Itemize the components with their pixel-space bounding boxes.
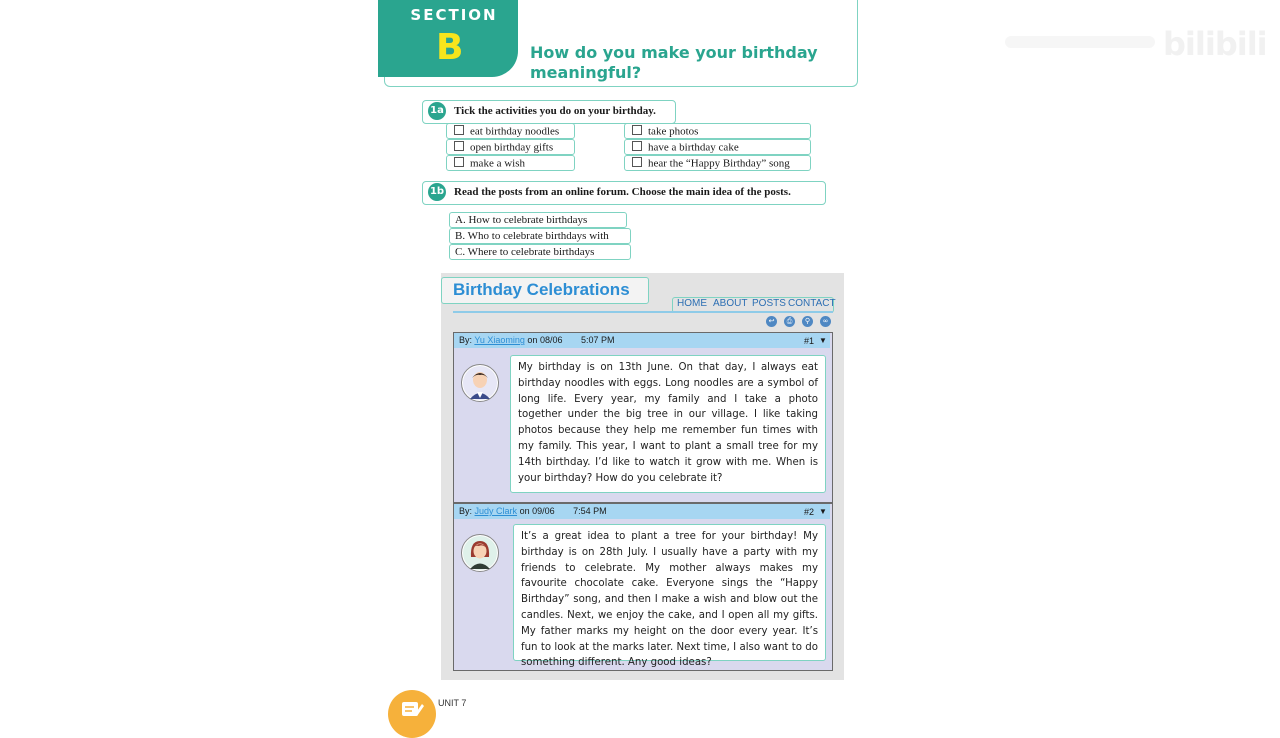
nav-posts[interactable]: POSTS bbox=[752, 298, 786, 309]
checkbox[interactable] bbox=[632, 125, 642, 135]
option-take-photos[interactable]: take photos bbox=[624, 123, 811, 139]
choice-b[interactable]: B. Who to celebrate birthdays with bbox=[449, 228, 631, 244]
post-1-time: 5:07 PM bbox=[581, 335, 615, 345]
task-1a-number: 1a bbox=[428, 102, 446, 120]
post-1-date: 08/06 bbox=[539, 335, 563, 345]
print-icon[interactable]: ⎙ bbox=[784, 316, 795, 327]
nav-contact[interactable]: CONTACT bbox=[788, 298, 836, 309]
link-icon[interactable]: ∞ bbox=[820, 316, 831, 327]
page-title: How do you make your birthday meaningful? bbox=[530, 43, 818, 82]
search-icon[interactable]: ⚲ bbox=[802, 316, 813, 327]
option-open-gifts[interactable]: open birthday gifts bbox=[446, 139, 575, 155]
checkbox[interactable] bbox=[454, 125, 464, 135]
checkbox[interactable] bbox=[632, 141, 642, 151]
post-2-number: #2 bbox=[804, 507, 815, 517]
section-letter: B bbox=[436, 27, 464, 68]
section-word: SECTION bbox=[410, 6, 498, 24]
post-2-body: It’s a great idea to plant a tree for your birthday! My birthday is on 28th July. I usually have a party with my friends to celebrate. My mother always makes my favourite chocolate cake. Everyone sings the “Happy Birthday” song, and then I make a wish and blow out the candles. Next, we enjoy the cake, and I open all my gifts. My father marks my height on the door every year. It’s fun to look at the marks later. Next time, I also want to do something different. Any good ideas? bbox=[513, 524, 826, 661]
task-1b-number: 1b bbox=[428, 183, 446, 201]
task-1b-instruction: Read the posts from an online forum. Choose the main idea of the posts. bbox=[454, 186, 791, 198]
post-1-author[interactable]: Yu Xiaoming bbox=[474, 335, 525, 345]
bilibili-logo: bilibili bbox=[1163, 25, 1267, 63]
task-1a-instruction: Tick the activities you do on your birthday. bbox=[454, 105, 656, 117]
notebook-pen-icon bbox=[388, 690, 436, 720]
option-make-wish[interactable]: make a wish bbox=[446, 155, 575, 171]
unit-label: UNIT 7 bbox=[438, 698, 467, 708]
checkbox[interactable] bbox=[454, 157, 464, 167]
post-2-time: 7:54 PM bbox=[573, 506, 607, 516]
post-1-body: My birthday is on 13th June. On that day, I always eat birthday noodles with eggs. Long noodles are a symbol of long life. Every year, my family and I take a photo together under the big tree in our village. I like taking photos because they help me remember fun times with my family. This year, I want to plant a small tree for my 14th birthday. I’d like to watch it grow with me. When is your birthday? How do you celebrate it? bbox=[510, 355, 826, 493]
avatar-boy bbox=[461, 364, 499, 402]
checkbox[interactable] bbox=[454, 141, 464, 151]
girl-avatar-icon bbox=[462, 535, 498, 571]
choice-a[interactable]: A. How to celebrate birthdays bbox=[449, 212, 627, 228]
post-1-header: By: Yu Xiaoming on 08/06 5:07 PM bbox=[454, 333, 830, 348]
unit-badge bbox=[388, 690, 436, 738]
forum-title: Birthday Celebrations bbox=[453, 280, 630, 299]
forum-divider bbox=[453, 311, 833, 313]
chevron-down-icon[interactable]: ▼ bbox=[819, 507, 827, 516]
nav-about[interactable]: ABOUT bbox=[713, 298, 748, 309]
post-2-date: 09/06 bbox=[532, 506, 555, 516]
checkbox[interactable] bbox=[632, 157, 642, 167]
choice-c[interactable]: C. Where to celebrate birthdays bbox=[449, 244, 631, 260]
chevron-down-icon[interactable]: ▼ bbox=[819, 336, 827, 345]
reply-icon[interactable]: ↩ bbox=[766, 316, 777, 327]
nav-home[interactable]: HOME bbox=[677, 298, 707, 309]
post-2-header: By: Judy Clark on 09/06 7:54 PM bbox=[454, 504, 830, 519]
avatar-girl bbox=[461, 534, 499, 572]
post-1-number: #1 bbox=[804, 336, 815, 346]
post-2-author[interactable]: Judy Clark bbox=[474, 506, 518, 516]
boy-avatar-icon bbox=[462, 365, 498, 401]
option-happy-birthday-song[interactable]: hear the “Happy Birthday” song bbox=[624, 155, 811, 171]
option-eat-noodles[interactable]: eat birthday noodles bbox=[446, 123, 575, 139]
watermark-ghost bbox=[1005, 36, 1155, 48]
option-birthday-cake[interactable]: have a birthday cake bbox=[624, 139, 811, 155]
